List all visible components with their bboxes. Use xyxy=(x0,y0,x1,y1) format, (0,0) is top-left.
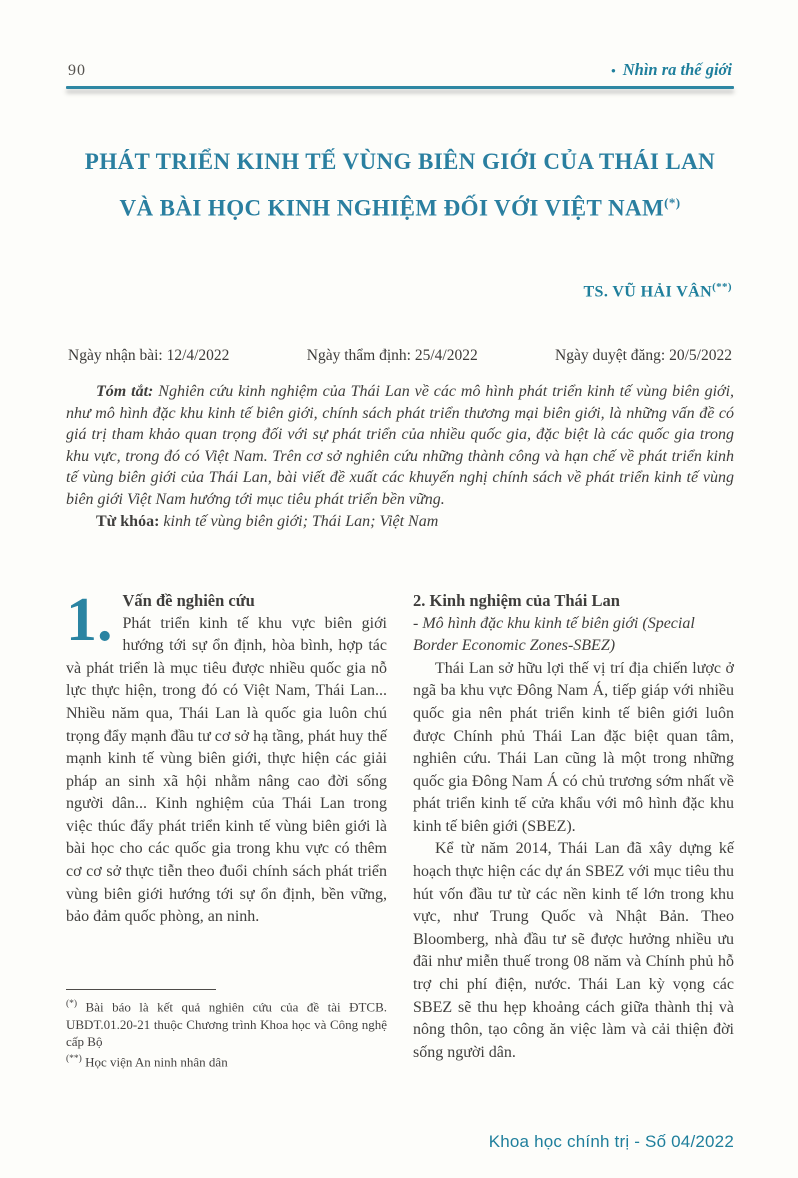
section-1-dropcap: 1. xyxy=(66,585,113,654)
date-reviewed: Ngày thẩm định: 25/4/2022 xyxy=(306,346,478,364)
abstract-label: Tóm tắt: xyxy=(96,382,154,400)
section-1 xyxy=(66,585,387,929)
bullet-icon: • xyxy=(611,63,616,78)
section-1-heading: Vấn đề nghiên cứu xyxy=(122,590,255,610)
section-2-heading: 2. Kinh nghiệm của Thái Lan xyxy=(413,590,620,610)
section-title: Nhìn ra thế giới xyxy=(622,60,732,79)
footnote-1 xyxy=(66,996,387,1051)
author-name: TS. VŨ HẢI VÂN xyxy=(583,282,713,300)
dates-row xyxy=(66,347,734,365)
footnote-2 xyxy=(66,1051,387,1071)
section-1-paragraph: Phát triển kinh tế khu vực biên giới hướng tới sự ổn định, hòa bình, hợp tác và phát triển là mục tiêu được nhiều quốc gia nỗ lực thực hiện, trong đó có Việt Nam, Thái Lan... Nhiều năm qua, Thái Lan là quốc gia luôn chú trọng đẩy mạnh đầu tư cơ sở hạ tầng, phát huy thế mạnh kinh tế vùng biên giới, thực hiện các giải pháp an sinh xã hội nhằm nâng cao đời sống người dân... Kinh nghiệm của Thái Lan trong việc thúc đẩy phát triển kinh tế vùng biên giới là bài học cho các quốc gia trong khu vực có thêm cơ cơ sở thực tiễn theo đuổi chính sách phát triển vùng biên giới hướng tới sự ổn định, bền vững, bảo đảm quốc phòng, an ninh. xyxy=(66,614,387,926)
section-2-paragraph-2: Kể từ năm 2014, Thái Lan đã xây dựng kế hoạch thực hiện các dự án SBEZ với mục tiêu thu hút vốn đầu tư từ các nền kinh tế lớn trong khu vực, như Trung Quốc và Nhật Bản. Theo Bloomberg, nhà đầu tư sẽ được hưởng nhiều ưu đãi như miễn thuế trong 08 năm và Chính phủ hỗ trợ chi phí điện, nước. Thái Lan kỳ vọng các SBEZ sẽ thu hẹp khoảng cách giữa thành thị và nông thôn, tạo công ăn việc làm và cải thiện đời sống người dân. xyxy=(413,840,734,1061)
keywords-label: Từ khóa: xyxy=(96,512,160,530)
date-approved: Ngày duyệt đăng: 20/5/2022 xyxy=(555,346,732,364)
article-title-line2: VÀ BÀI HỌC KINH NGHIỆM ĐỐI VỚI VIỆT NAM xyxy=(119,195,665,221)
header-rule xyxy=(66,86,734,89)
footnotes xyxy=(66,981,387,1071)
footnote-1-text: Bài báo là kết quả nghiên cứu của đề tài ĐTCB. UBDT.01.20-21 thuộc Chương trình Khoa học và Công nghệ cấp Bộ xyxy=(66,999,387,1050)
left-column xyxy=(66,585,387,1071)
running-head xyxy=(66,60,734,86)
footnote-2-text: Học viện An ninh nhân dân xyxy=(81,1054,228,1070)
title-footnote-marker: (*) xyxy=(664,195,681,210)
abstract xyxy=(66,381,734,511)
journal-footer: Khoa học chính trị - Số 04/2022 xyxy=(488,1132,734,1151)
footnote-2-marker: (**) xyxy=(66,1053,82,1064)
author-footnote-marker: (**) xyxy=(712,280,732,293)
footnote-rule xyxy=(66,989,216,990)
article-columns xyxy=(66,585,734,1071)
keywords-text: kinh tế vùng biên giới; Thái Lan; Việt Nam xyxy=(159,512,439,530)
keywords xyxy=(66,511,734,533)
section-2-paragraph-1: Thái Lan sở hữu lợi thế vị trí địa chiến lược ở ngã ba khu vực Đông Nam Á, tiếp giáp với nhiều quốc gia nên phát triển kinh tế biên giới luôn được Chính phủ Thái Lan đặc biệt quan tâm, nghiên cứu. Thái Lan cũng là một trong những quốc gia Đông Nam Á có chủ trương sớm nhất về phát triển kinh tế cửa khẩu với mô hình đặc khu kinh tế biên giới (SBEZ). xyxy=(413,659,734,835)
author-line xyxy=(66,281,734,301)
article-title-line1: PHÁT TRIỂN KINH TẾ VÙNG BIÊN GIỚI CỦA THÁI LAN xyxy=(84,149,716,174)
date-received: Ngày nhận bài: 12/4/2022 xyxy=(68,346,230,364)
article-title xyxy=(66,141,734,229)
abstract-text: Nghiên cứu kinh nghiệm của Thái Lan về các mô hình phát triển kinh tế vùng biên giới, như mô hình đặc khu kinh tế biên giới, chính sách phát triển thương mại biên giới, là những vấn đề có giá trị tham khảo quan trọng đối với sự phát triển của nhiều quốc gia, đặc biệt là các quốc gia trong khu vực, trong đó có Việt Nam. Trên cơ sở nghiên cứu những thành công và hạn chế về phát triển kinh tế vùng biên giới của Thái Lan, bài viết đề xuất các khuyến nghị chính sách về phát triển kinh tế vùng biên giới Việt Nam hướng tới mục tiêu phát triển bền vững. xyxy=(66,382,735,508)
section-name xyxy=(611,60,732,80)
footnote-1-marker: (*) xyxy=(66,998,78,1009)
section-2-subheading: - Mô hình đặc khu kinh tế biên giới (Special Border Economic Zones-SBEZ) xyxy=(413,614,695,655)
page-number: 90 xyxy=(68,62,86,79)
right-column xyxy=(413,589,734,1071)
